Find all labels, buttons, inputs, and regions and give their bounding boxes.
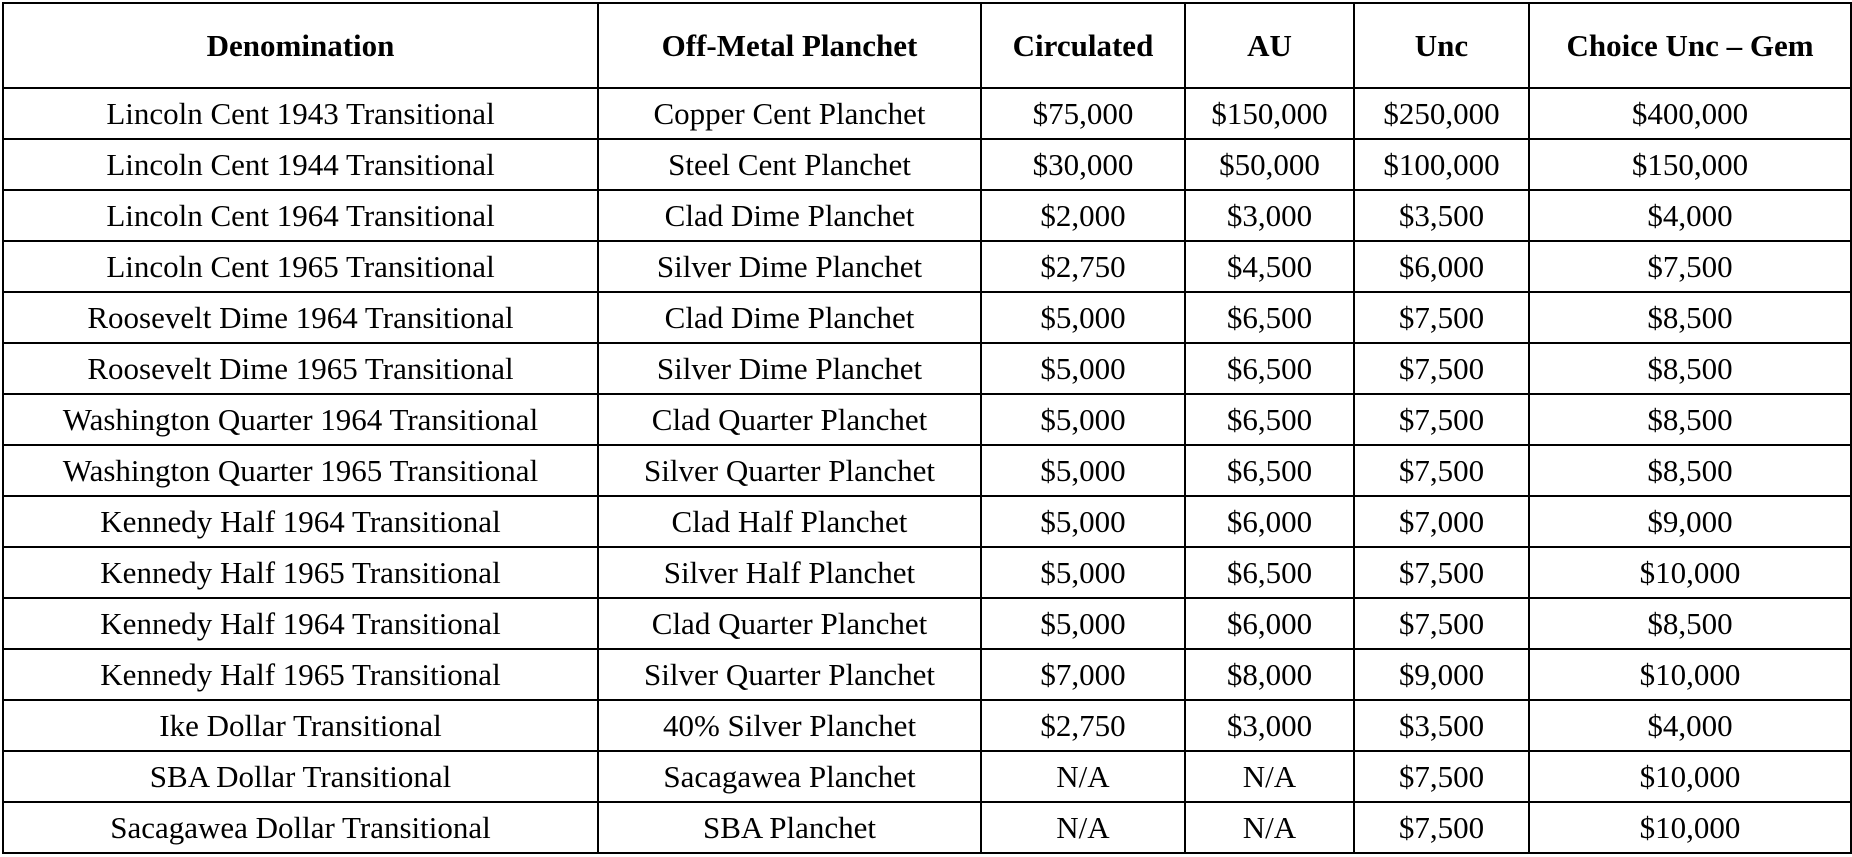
cell-choice-unc-gem: $8,500 [1529, 598, 1851, 649]
cell-circulated: N/A [981, 802, 1185, 853]
cell-choice-unc-gem: $7,500 [1529, 241, 1851, 292]
cell-circulated: $5,000 [981, 292, 1185, 343]
cell-choice-unc-gem: $9,000 [1529, 496, 1851, 547]
table-row [3, 547, 1851, 598]
cell-circulated: $5,000 [981, 496, 1185, 547]
cell-au: $6,500 [1185, 292, 1354, 343]
cell-au: $8,000 [1185, 649, 1354, 700]
cell-unc: $7,500 [1354, 343, 1529, 394]
cell-denomination: Washington Quarter 1964 Transitional [3, 394, 598, 445]
table-row [3, 241, 1851, 292]
cell-denomination: Roosevelt Dime 1964 Transitional [3, 292, 598, 343]
cell-au: $6,000 [1185, 598, 1354, 649]
cell-choice-unc-gem: $150,000 [1529, 139, 1851, 190]
cell-denomination: Kennedy Half 1965 Transitional [3, 547, 598, 598]
cell-au: $50,000 [1185, 139, 1354, 190]
cell-choice-unc-gem: $8,500 [1529, 343, 1851, 394]
cell-au: $6,500 [1185, 343, 1354, 394]
table-row [3, 649, 1851, 700]
cell-unc: $3,500 [1354, 700, 1529, 751]
cell-unc: $7,500 [1354, 445, 1529, 496]
cell-choice-unc-gem: $400,000 [1529, 88, 1851, 139]
cell-au: $150,000 [1185, 88, 1354, 139]
cell-unc: $7,000 [1354, 496, 1529, 547]
cell-unc: $7,500 [1354, 547, 1529, 598]
cell-denomination: Kennedy Half 1965 Transitional [3, 649, 598, 700]
cell-planchet: Copper Cent Planchet [598, 88, 981, 139]
table-row [3, 751, 1851, 802]
cell-unc: $250,000 [1354, 88, 1529, 139]
table-row [3, 292, 1851, 343]
cell-au: $6,500 [1185, 547, 1354, 598]
cell-denomination: Lincoln Cent 1964 Transitional [3, 190, 598, 241]
cell-planchet: Clad Dime Planchet [598, 190, 981, 241]
cell-choice-unc-gem: $4,000 [1529, 190, 1851, 241]
header-choice-unc-gem: Choice Unc – Gem [1529, 3, 1851, 88]
cell-au: $6,000 [1185, 496, 1354, 547]
cell-denomination: Lincoln Cent 1943 Transitional [3, 88, 598, 139]
cell-circulated: $2,750 [981, 241, 1185, 292]
cell-au: $6,500 [1185, 445, 1354, 496]
header-au: AU [1185, 3, 1354, 88]
header-denomination: Denomination [3, 3, 598, 88]
cell-planchet: Silver Dime Planchet [598, 241, 981, 292]
table-header [3, 3, 1851, 88]
cell-circulated: N/A [981, 751, 1185, 802]
cell-unc: $9,000 [1354, 649, 1529, 700]
cell-planchet: Silver Quarter Planchet [598, 649, 981, 700]
table-row [3, 88, 1851, 139]
cell-choice-unc-gem: $8,500 [1529, 292, 1851, 343]
table-row [3, 802, 1851, 853]
cell-unc: $3,500 [1354, 190, 1529, 241]
table-row [3, 700, 1851, 751]
cell-unc: $7,500 [1354, 292, 1529, 343]
cell-choice-unc-gem: $10,000 [1529, 547, 1851, 598]
cell-denomination: Kennedy Half 1964 Transitional [3, 496, 598, 547]
cell-unc: $7,500 [1354, 802, 1529, 853]
cell-circulated: $2,000 [981, 190, 1185, 241]
cell-unc: $6,000 [1354, 241, 1529, 292]
cell-au: $3,000 [1185, 190, 1354, 241]
cell-planchet: 40% Silver Planchet [598, 700, 981, 751]
cell-choice-unc-gem: $8,500 [1529, 445, 1851, 496]
cell-planchet: Clad Quarter Planchet [598, 394, 981, 445]
cell-circulated: $75,000 [981, 88, 1185, 139]
cell-au: $3,000 [1185, 700, 1354, 751]
table-row [3, 190, 1851, 241]
cell-planchet: Silver Quarter Planchet [598, 445, 981, 496]
cell-circulated: $5,000 [981, 394, 1185, 445]
cell-au: N/A [1185, 802, 1354, 853]
table-row [3, 139, 1851, 190]
header-unc: Unc [1354, 3, 1529, 88]
cell-au: $6,500 [1185, 394, 1354, 445]
table-row [3, 343, 1851, 394]
cell-denomination: Ike Dollar Transitional [3, 700, 598, 751]
cell-au: N/A [1185, 751, 1354, 802]
cell-circulated: $5,000 [981, 598, 1185, 649]
cell-planchet: Steel Cent Planchet [598, 139, 981, 190]
cell-planchet: Sacagawea Planchet [598, 751, 981, 802]
cell-planchet: Silver Dime Planchet [598, 343, 981, 394]
cell-circulated: $7,000 [981, 649, 1185, 700]
cell-unc: $7,500 [1354, 598, 1529, 649]
cell-planchet: Silver Half Planchet [598, 547, 981, 598]
cell-planchet: Clad Quarter Planchet [598, 598, 981, 649]
header-circulated: Circulated [981, 3, 1185, 88]
cell-denomination: Lincoln Cent 1944 Transitional [3, 139, 598, 190]
price-table [2, 2, 1852, 854]
header-row [3, 3, 1851, 88]
cell-choice-unc-gem: $8,500 [1529, 394, 1851, 445]
cell-unc: $7,500 [1354, 751, 1529, 802]
cell-circulated: $5,000 [981, 445, 1185, 496]
cell-choice-unc-gem: $10,000 [1529, 649, 1851, 700]
header-off-metal-planchet: Off-Metal Planchet [598, 3, 981, 88]
cell-denomination: Sacagawea Dollar Transitional [3, 802, 598, 853]
table-row [3, 394, 1851, 445]
cell-circulated: $5,000 [981, 343, 1185, 394]
cell-unc: $7,500 [1354, 394, 1529, 445]
table-row [3, 445, 1851, 496]
cell-denomination: Lincoln Cent 1965 Transitional [3, 241, 598, 292]
cell-circulated: $30,000 [981, 139, 1185, 190]
cell-circulated: $5,000 [981, 547, 1185, 598]
cell-au: $4,500 [1185, 241, 1354, 292]
cell-denomination: Kennedy Half 1964 Transitional [3, 598, 598, 649]
cell-planchet: Clad Half Planchet [598, 496, 981, 547]
table-row [3, 496, 1851, 547]
cell-choice-unc-gem: $10,000 [1529, 802, 1851, 853]
cell-choice-unc-gem: $10,000 [1529, 751, 1851, 802]
table-row [3, 598, 1851, 649]
cell-planchet: SBA Planchet [598, 802, 981, 853]
cell-circulated: $2,750 [981, 700, 1185, 751]
cell-denomination: Washington Quarter 1965 Transitional [3, 445, 598, 496]
cell-unc: $100,000 [1354, 139, 1529, 190]
cell-denomination: Roosevelt Dime 1965 Transitional [3, 343, 598, 394]
cell-denomination: SBA Dollar Transitional [3, 751, 598, 802]
cell-planchet: Clad Dime Planchet [598, 292, 981, 343]
cell-choice-unc-gem: $4,000 [1529, 700, 1851, 751]
table-body [3, 88, 1851, 853]
